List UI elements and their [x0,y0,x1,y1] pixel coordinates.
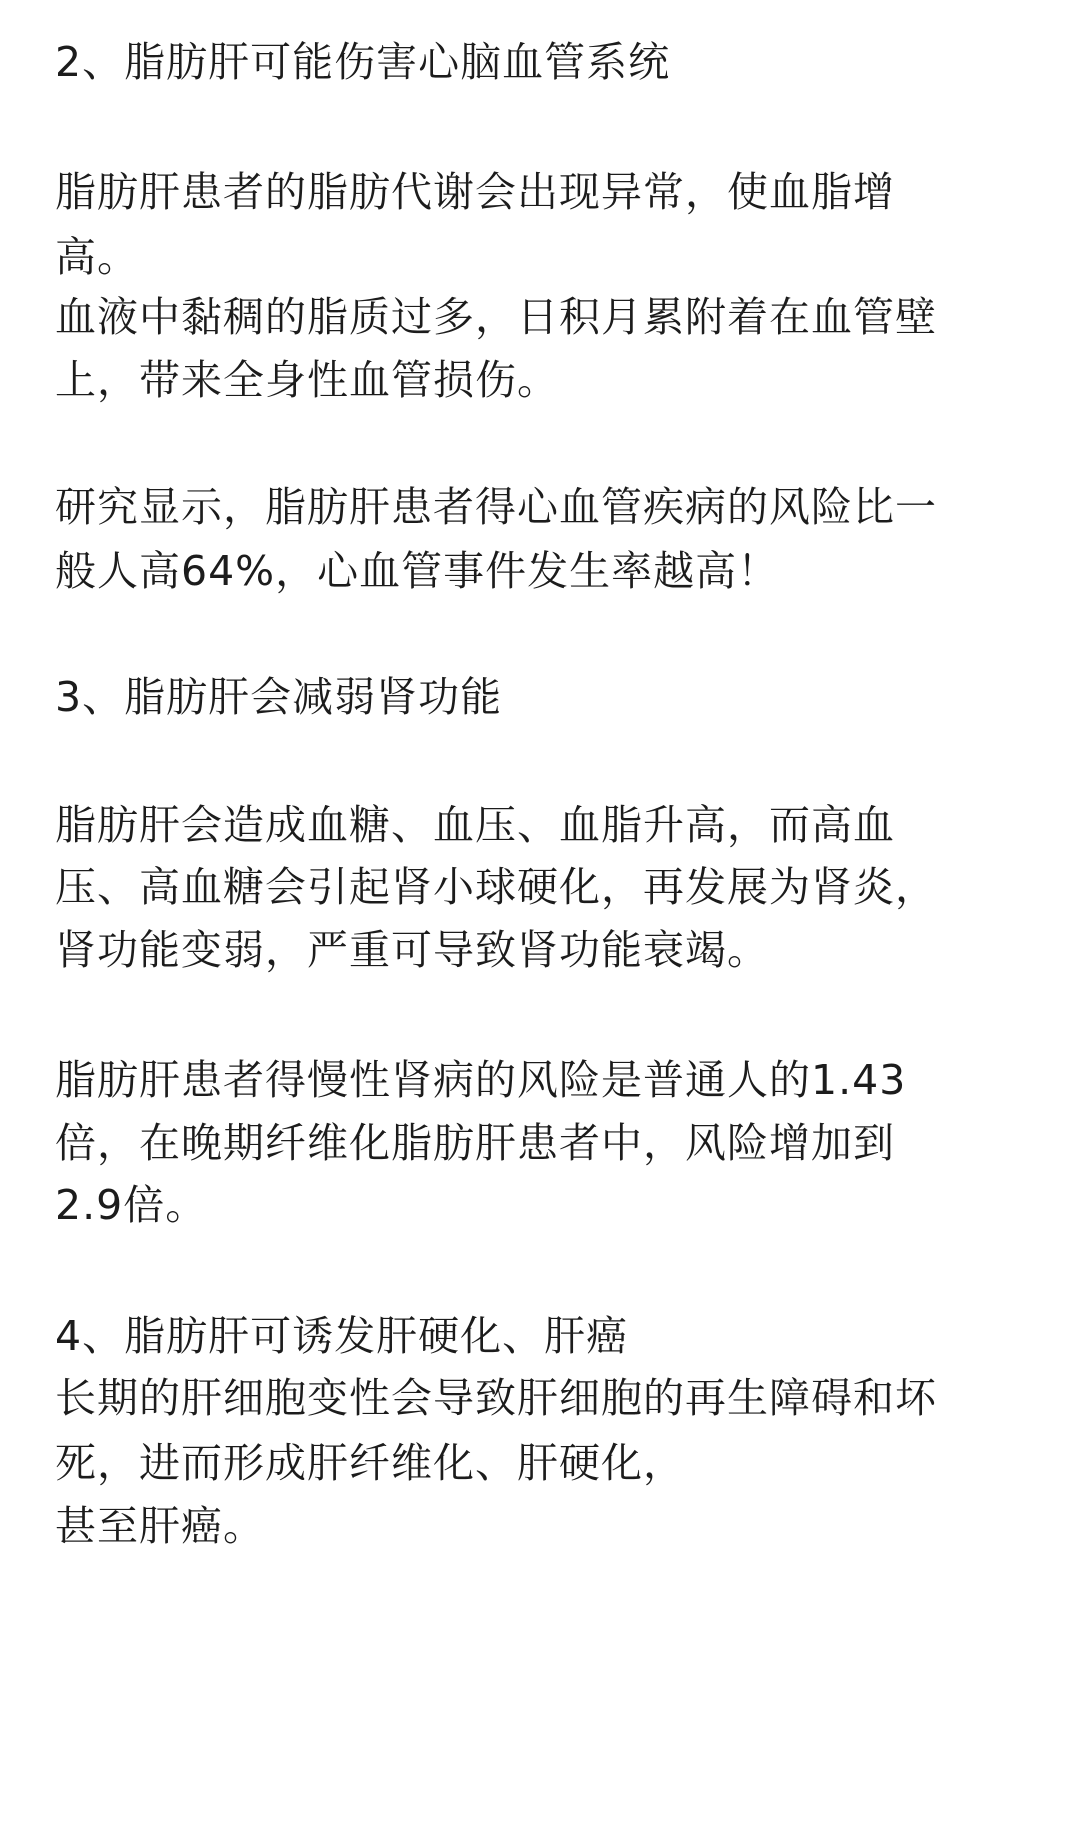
paragraph-line: 血液中黏稠的脂质过多，日积月累附着在血管壁 [55,293,937,341]
section-heading: 2、脂肪肝可能伤害心脑血管系统 [55,38,671,86]
paragraph-line: 长期的肝细胞变性会导致肝细胞的再生障碍和坏 [55,1374,937,1422]
paragraph-line: 脂肪肝会造成血糖、血压、血脂升高，而高血 [55,801,895,849]
paragraph-line: 研究显示，脂肪肝患者得心血管疾病的风险比一 [55,483,937,531]
section-heading: 3、脂肪肝会减弱肾功能 [55,673,503,721]
paragraph-line: 肾功能变弱，严重可导致肾功能衰竭。 [55,926,769,974]
paragraph-line: 死，进而形成肝纤维化、肝硬化， [55,1439,685,1487]
paragraph-line: 上，带来全身性血管损伤。 [55,356,559,404]
paragraph-line: 脂肪肝患者的脂肪代谢会出现异常，使血脂增 [55,168,895,216]
paragraph-line: 高。 [55,233,139,281]
paragraph-line: 倍，在晚期纤维化脂肪肝患者中，风险增加到 [55,1119,895,1167]
paragraph-line: 2.9倍。 [55,1181,208,1229]
paragraph-line: 甚至肝癌。 [55,1502,265,1550]
section-heading: 4、脂肪肝可诱发肝硬化、肝癌 [55,1312,629,1360]
paragraph-line: 压、高血糖会引起肾小球硬化，再发展为肾炎， [55,863,937,911]
paragraph-line: 般人高64%，心血管事件发生率越高！ [55,547,780,595]
paragraph-line: 脂肪肝患者得慢性肾病的风险是普通人的1.43 [55,1056,907,1104]
